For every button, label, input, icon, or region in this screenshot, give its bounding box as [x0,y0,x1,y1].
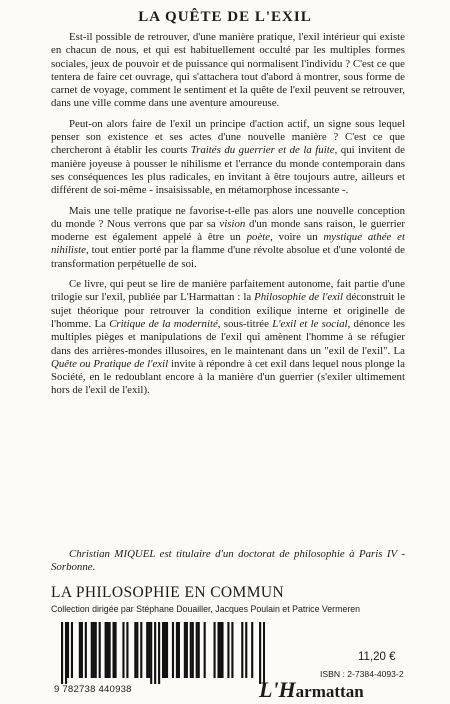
paragraph-run: Critique de la modernité [109,317,218,330]
barcode [61,622,265,684]
barcode-bar [61,622,63,684]
paragraph-run: d'un monde sans raison, le guerrier moderne est également appelé à être un [51,217,406,244]
paragraph-run: , qui invitent de manière joyeuse à pousser le nihilisme et l'errance du monde contemporain dans ses conséquences les plus radicales, en invitant à être toujours autre, ailleurs et différent de soi-même - insaisissable, en métamorphose incessante -. [51,144,405,197]
barcode-bar [178,622,180,678]
barcode-bar [91,622,93,678]
barcode-bar [122,622,124,678]
barcode-bar [259,622,261,684]
paragraph-run: Philosophie de l'exil [254,291,344,304]
barcode-bar [67,622,69,678]
paragraph-run: Est-il possible de retrouver, d'une manière pratique, l'exil intérieur qui existe en chacun de nous, et qui est habituellement occulté par les multiples formes sociales, jeux de pouvoir et de puissance qui normalisent l'individu ? C'est ce que tentera de faire cet ouvrage, qui s'attachera tout d'abord à montrer, sous forme de carnet de voyage, comment le sentiment et la quête de l'exil peuvent se retrouver, dans une ville comme dans une aventure amoureuse. [51,31,405,110]
publisher-logo [259,677,364,702]
paragraph-run: Traités du guerrier et de la fuite [190,144,335,157]
barcode-bar [150,622,152,684]
barcode-bar [263,622,265,684]
barcode-bar [196,622,198,678]
barcode-bar [107,622,109,678]
barcode-bar [79,622,81,678]
barcode-bar [198,622,200,678]
barcode-bar [65,622,67,684]
page-title: LA QUÊTE DE L'EXIL [138,9,312,25]
author-note-run: Christian MIQUEL [69,548,156,560]
paragraph-run: poète [246,231,271,244]
paragraph-run: Mais une telle pratique ne favorise-t-elle pas alors une nouvelle conception du monde ? Nous verrons que par sa [51,204,405,230]
barcode-bar [227,622,229,678]
barcode-bar [214,622,216,678]
author-note-run: est titulaire d'un doctorat de philosophie à Paris IV - Sorbonne. [51,548,406,574]
paragraph-run: , sous-titrée [217,317,273,330]
isbn: ISBN : 2-7384-4093-2 [320,669,404,679]
barcode-bar [241,622,243,678]
barcode-bar [126,622,128,678]
barcode-bar [162,622,164,678]
barcode-bar [140,622,142,678]
paragraph [51,205,405,271]
publisher-logo-initial: L'H [259,677,296,702]
barcode-bar [221,622,223,678]
barcode-bar [245,622,247,678]
collection-directors: Collection dirigée par Stéphane Douailler, Jacques Poulain et Patrice Vermeren [51,604,361,614]
barcode-bar [186,622,188,678]
barcode-bar [81,622,83,678]
price: 11,20 € [358,651,396,663]
barcode-bar [114,622,116,678]
barcode-bar [192,622,194,678]
paragraph [51,118,405,198]
barcode-bar [158,622,160,684]
barcode-bar [164,622,166,678]
barcode-bar [184,622,186,678]
barcode-bar [99,622,101,678]
author-note [51,548,405,575]
barcode-bar [105,622,107,678]
barcode-bar [251,622,253,678]
paragraph-run: mystique athée et nihiliste [51,231,406,257]
paragraph-run: Quête ou Pratique de l'exil [51,357,169,370]
paragraph-run: Peut-on alors faire de l'exil un principe d'action actif, un signe sous lequel penser son existence et ses actes d'une nouvelle manière ? C'est ce que chercheront à établir les courts [51,117,405,157]
barcode-bar [146,622,148,678]
paragraph-run: L'exil et le social [272,317,348,330]
paragraph-run: invite à répondre à cet exil dans lequel nous plonge la Société, en le redoublant encore à la manière d'un guerrier (s'exiler ultimement hors de l'exil de l'exil). [51,357,405,397]
barcode-bar [217,622,219,678]
paragraph-run: , voire un [270,231,324,244]
collection-name: LA PHILOSOPHIE EN COMMUN [51,584,285,601]
barcode-bar [154,622,156,684]
barcode-bar [134,622,136,678]
paragraph [51,31,405,111]
barcode-bar [172,622,174,678]
paragraph [51,278,405,398]
paragraph-run: Ce livre, qui peut se lire de manière parfaitement autonome, fait partie d'une trilogie sur l'exil, publiée par L'Harmattan : la [51,278,405,304]
barcode-bar [71,622,73,678]
barcode-bar [136,622,138,678]
paragraph-run: vision [219,217,246,230]
barcode-bar [148,622,150,678]
blurb-text [51,31,405,398]
publisher-logo-rest: armattan [295,682,364,701]
barcode-bar [85,622,87,678]
barcode-bar [176,622,178,678]
barcode-bar [95,622,97,678]
barcode-bar [190,622,192,678]
barcode-bar [109,622,111,678]
paragraph-run: , tout entier porté par la flamme d'une révolte absolue et d'une volonté de transformation perpétuelle de soi. [51,244,405,270]
barcode-bar [231,622,233,678]
barcode-digits: 9 782738 440938 [54,684,132,695]
barcode-bar [113,622,115,678]
paragraph-run: , dénonce les multiples pièges et manipulations de l'exil qui amènent l'homme à se réfugier dans des arrières-mondes illusoires, en le maintenant dans un "exil de l'exil". La [51,317,405,357]
barcode-bar [93,622,95,678]
barcode-bar [204,622,206,678]
paragraph-run: déconstruit le sujet théorique pour retrouver la condition exilique interne et originelle de l'homme. La [51,291,406,330]
barcode-bar [219,622,221,678]
barcode-bar [166,622,168,678]
